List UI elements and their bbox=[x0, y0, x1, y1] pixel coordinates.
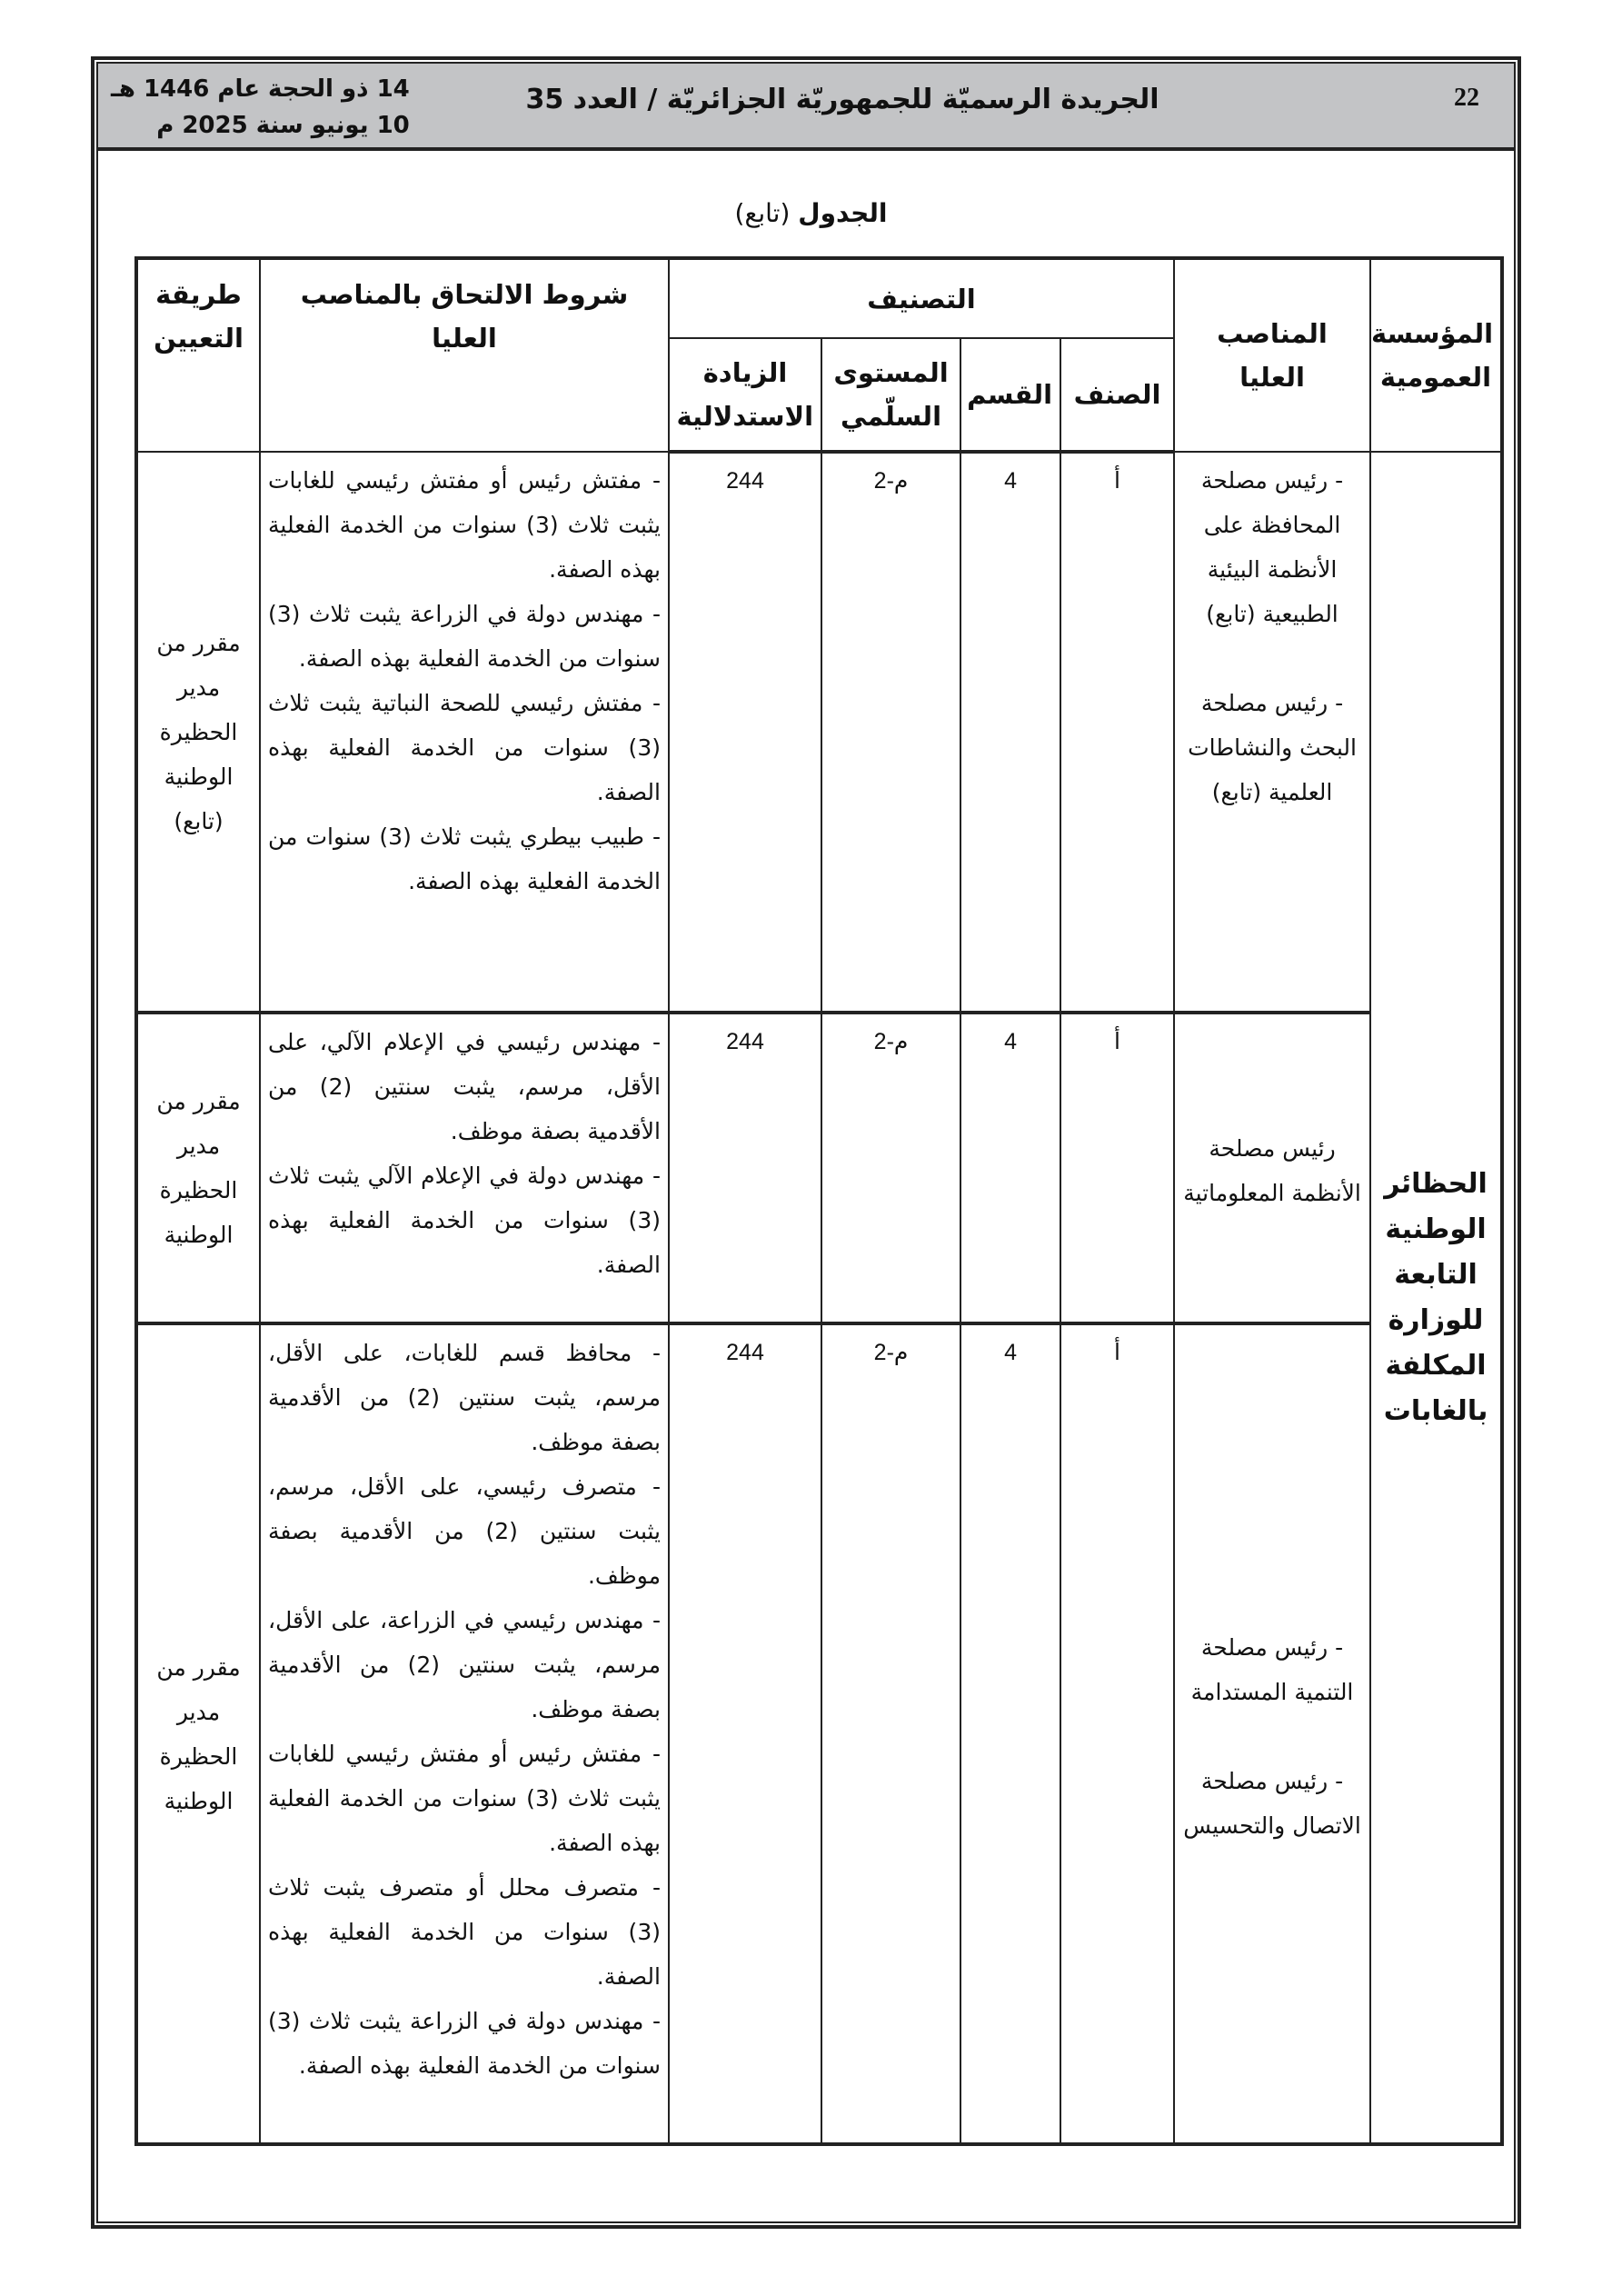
positions-table bbox=[134, 256, 1504, 2146]
table-caption bbox=[0, 198, 1622, 228]
category-cell: أ bbox=[1060, 1323, 1174, 2144]
increase-cell: 244 bbox=[669, 1013, 821, 1323]
institution-cell: الحظائر الوطنية التابعة للوزارة المكلفة بالغابات bbox=[1370, 452, 1502, 2144]
conditions-cell bbox=[260, 1323, 669, 2144]
header-posts: المناصب العليا bbox=[1174, 258, 1370, 452]
level-cell: م-2 bbox=[821, 1013, 960, 1323]
condition-item: - طبيب بيطري يثبت ثلاث (3) سنوات من الخدمة الفعلية بهذه الصفة. bbox=[268, 824, 661, 894]
condition-item: - متصرف رئيسي، على الأقل، مرسم، يثبت سنتين (2) من الأقدمية بصفة موظف. bbox=[268, 1473, 661, 1589]
post-item: - رئيس مصلحة البحث والنشاطات العلمية (تابع) bbox=[1188, 690, 1357, 805]
issue-date bbox=[111, 71, 410, 144]
posts-cell bbox=[1174, 452, 1370, 1013]
page-number: 22 bbox=[1454, 84, 1479, 112]
header-classification: التصنيف bbox=[669, 258, 1174, 338]
condition-item: - مفتش رئيسي للصحة النباتية يثبت ثلاث (3) سنوات من الخدمة الفعلية بهذه الصفة. bbox=[268, 690, 661, 805]
method-cell: مقرر من مدير الحظيرة الوطنية bbox=[136, 1323, 260, 2144]
condition-item: - متصرف محلل أو متصرف يثبت ثلاث (3) سنوات من الخدمة الفعلية بهذه الصفة. bbox=[268, 1874, 661, 1990]
caption-note: (تابع) bbox=[734, 198, 791, 228]
header-method: طريقة التعيين bbox=[136, 258, 260, 452]
condition-item: - مفتش رئيس أو مفتش رئيسي للغابات يثبت ثلاث (3) سنوات من الخدمة الفعلية بهذه الصفة. bbox=[268, 467, 662, 583]
level-cell: م-2 bbox=[821, 1323, 960, 2144]
gazette-header bbox=[98, 64, 1514, 151]
condition-item: - مهندس دولة في الزراعة يثبت ثلاث (3) سنوات من الخدمة الفعلية بهذه الصفة. bbox=[268, 2008, 661, 2079]
conditions-cell bbox=[260, 1013, 669, 1323]
post-item: - رئيس مصلحة المحافظة على الأنظمة البيئية الطبيعية (تابع) bbox=[1200, 467, 1344, 627]
increase-cell: 244 bbox=[669, 1323, 821, 2144]
header-conditions: شروط الالتحاق بالمناصب العليا bbox=[260, 258, 669, 452]
post-item: - رئيس مصلحة الاتصال والتحسيس bbox=[1183, 1768, 1361, 1839]
header-institution: المؤسسة العمومية bbox=[1370, 258, 1502, 452]
gazette-title: الجريدة الرسميّة للجمهوريّة الجزائريّة / العدد 35 bbox=[525, 84, 1159, 115]
condition-item: - مهندس دولة في الإعلام الآلي يثبت ثلاث (3) سنوات من الخدمة الفعلية بهذه الصفة. bbox=[268, 1163, 661, 1278]
header-section: القسم bbox=[960, 338, 1060, 452]
header-increase: الزيادة الاستدلالية bbox=[669, 338, 821, 452]
category-cell: أ bbox=[1060, 1013, 1174, 1323]
section-cell: 4 bbox=[960, 452, 1060, 1013]
category-cell: أ bbox=[1060, 452, 1174, 1013]
section-cell: 4 bbox=[960, 1323, 1060, 2144]
condition-item: - مهندس رئيسي في الزراعة، على الأقل، مرسم، يثبت سنتين (2) من الأقدمية بصفة موظف. bbox=[268, 1607, 661, 1722]
header-level: المستوى السلّمي bbox=[821, 338, 960, 452]
section-cell: 4 bbox=[960, 1013, 1060, 1323]
post-item: - رئيس مصلحة التنمية المستدامة bbox=[1190, 1634, 1354, 1705]
method-cell: مقرر من مدير الحظيرة الوطنية (تابع) bbox=[136, 452, 260, 1013]
table-row bbox=[136, 1323, 1502, 2144]
date-hijri: 14 ذو الحجة عام 1446 هـ bbox=[111, 75, 410, 103]
method-cell: مقرر من مدير الحظيرة الوطنية bbox=[136, 1013, 260, 1323]
conditions-cell bbox=[260, 452, 669, 1013]
condition-item: - محافظ قسم للغابات، على الأقل، مرسم، يثبت سنتين (2) من الأقدمية بصفة موظف. bbox=[268, 1340, 661, 1455]
date-gregorian: 10 يونيو سنة 2025 م bbox=[156, 112, 410, 139]
posts-cell bbox=[1174, 1323, 1370, 2144]
level-cell: م-2 bbox=[821, 452, 960, 1013]
condition-item: - مفتش رئيس أو مفتش رئيسي للغابات يثبت ثلاث (3) سنوات من الخدمة الفعلية بهذه الصفة. bbox=[268, 1741, 662, 1856]
table-row bbox=[136, 1013, 1502, 1323]
condition-item: - مهندس دولة في الزراعة يثبت ثلاث (3) سنوات من الخدمة الفعلية بهذه الصفة. bbox=[268, 601, 661, 672]
posts-cell bbox=[1174, 1013, 1370, 1323]
increase-cell: 244 bbox=[669, 452, 821, 1013]
header-category: الصنف bbox=[1060, 338, 1174, 452]
caption-title: الجدول bbox=[798, 198, 888, 228]
post-item: رئيس مصلحة الأنظمة المعلوماتية bbox=[1183, 1135, 1361, 1206]
condition-item: - مهندس رئيسي في الإعلام الآلي، على الأقل، مرسم، يثبت سنتين (2) من الأقدمية بصفة موظف. bbox=[268, 1029, 661, 1144]
table-row bbox=[136, 452, 1502, 1013]
